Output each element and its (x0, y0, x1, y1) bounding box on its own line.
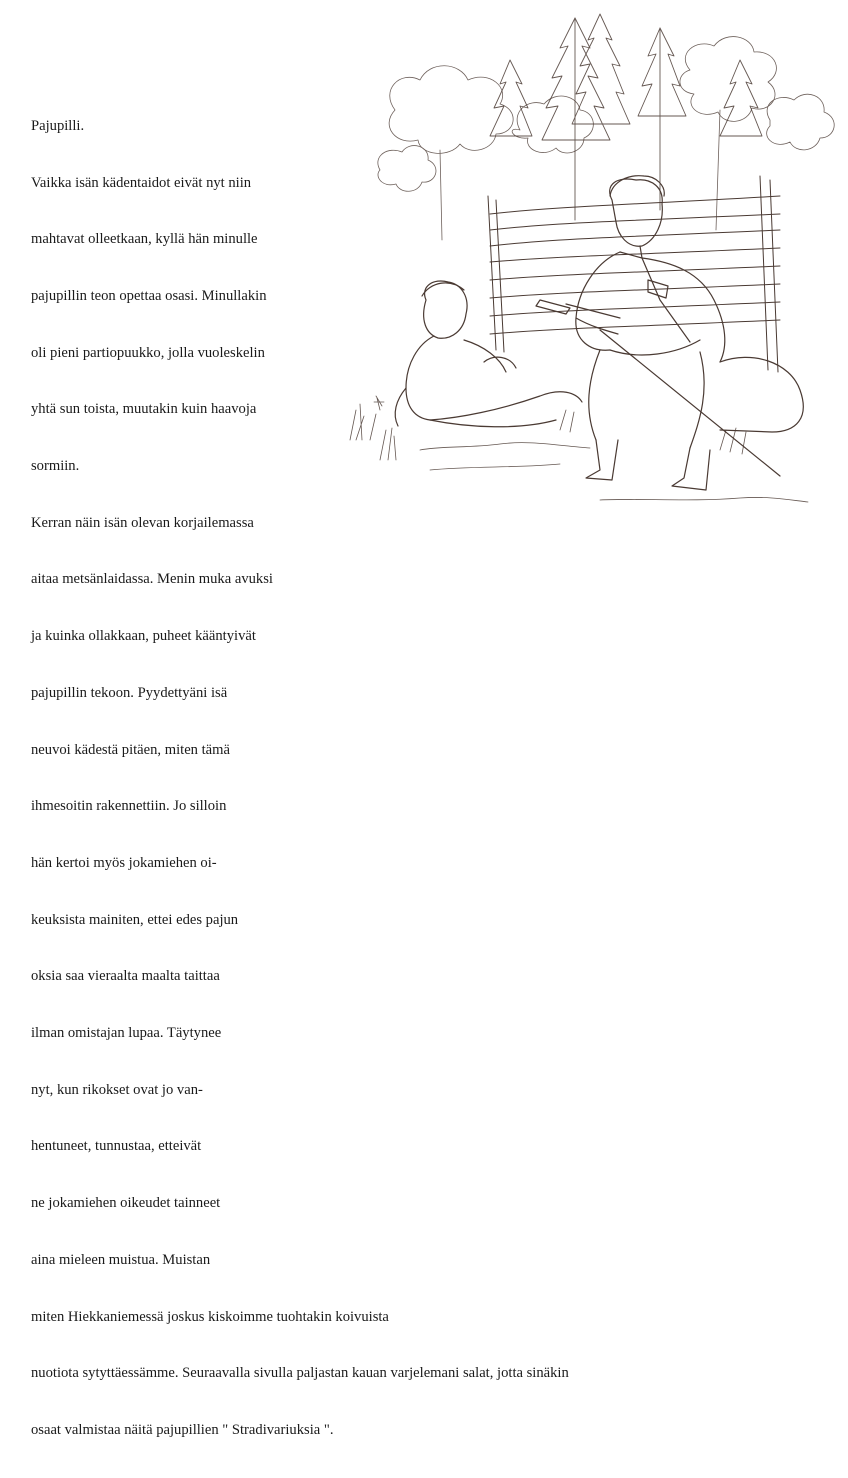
text-line: sormiin. (31, 458, 80, 475)
text-line: miten Hiekkaniemessä joskus kiskoimme tuohtakin koivuista (31, 1308, 389, 1325)
text-line: ilman omistajan lupaa. Täytynee (31, 1025, 222, 1042)
text-line: oksia saa vieraalta maalta taittaa (31, 968, 220, 985)
text-line: aina mieleen muistua. Muistan (31, 1251, 211, 1268)
text-line: yhtä sun toista, muutakin kuin haavoja (31, 401, 257, 418)
text-line: oli pieni partiopuukko, jolla vuoleskelin (31, 344, 265, 361)
text-line: Kerran näin isän olevan korjailemassa (31, 514, 254, 531)
story-text (31, 79, 731, 1478)
text-line: neuvoi kädestä pitäen, miten tämä (31, 741, 230, 758)
text-line: aitaa metsänlaidassa. Menin muka avuksi (31, 571, 273, 588)
text-line: nuotiota sytyttäessämme. Seuraavalla sivulla paljastan kauan varjelemani salat, jotta sinäkin (31, 1365, 569, 1382)
text-line: keuksista mainiten, ettei edes pajun (31, 911, 239, 928)
text-line: osaat valmistaa näitä pajupillien " Stradivariuksia ". (31, 1421, 334, 1438)
text-line: ne jokamiehen oikeudet tainneet (31, 1195, 221, 1212)
text-line: mahtavat olleetkaan, kyllä hän minulle (31, 231, 258, 248)
text-line: nyt, kun rikokset ovat jo van- (31, 1081, 203, 1098)
text-line: pajupillin teon opettaa osasi. Minullakin (31, 287, 267, 304)
text-line: hentuneet, tunnustaa, etteivät (31, 1138, 202, 1155)
text-line: Vaikka isän kädentaidot eivät nyt niin (31, 174, 252, 191)
text-line: pajupillin tekoon. Pyydettyäni isä (31, 684, 228, 701)
text-line: ja kuinka ollakkaan, puheet kääntyivät (31, 628, 256, 645)
text-line: hän kertoi myös jokamiehen oi- (31, 854, 217, 871)
story-title: Pajupilli. (31, 117, 85, 134)
text-line: ihmesoitin rakennettiin. Jo silloin (31, 798, 227, 815)
